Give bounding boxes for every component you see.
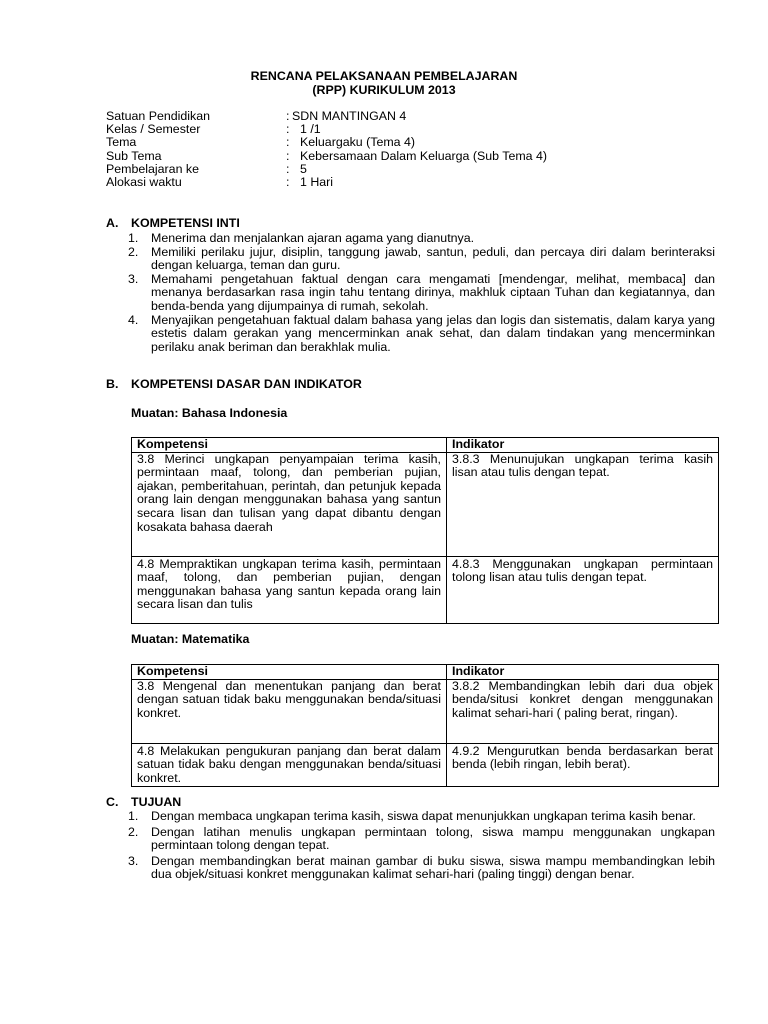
identity-value: SDN MANTINGAN 4 [292,109,407,123]
table-header-indikator: Indikator [447,438,719,453]
list-text: Memahami pengetahuan faktual dengan cara mengamati [mendengar, melihat, membaca] dan menanya berdasarkan rasa ingin tahu tentang dirinya, makhluk ciptaan Tuhan dan kegiatannya, dan benda-benda yang dijumpainya di rumah, sekolah. [151,271,715,313]
identity-value: 1 Hari [300,174,334,189]
kompetensi-inti-list [128,232,715,354]
list-number: 2. [128,244,139,259]
identity-value: 5 [300,161,307,176]
list-number: 4. [128,312,139,327]
table-cell-kompetensi: 3.8 Mengenal dan menentukan panjang dan berat dengan satuan tidak baku menggunakan benda/situasi konkret. [132,679,447,743]
bahasa-indonesia-table [131,437,719,624]
table-cell-indikator: 4.9.2 Mengurutkan benda berdasarkan berat benda (lebih ringan, lebih berat). [447,743,719,786]
section-a-heading [106,217,240,231]
identity-label: Satuan Pendidikan [106,109,211,123]
list-text: Menerima dan menjalankan ajaran agama yang dianutnya. [151,231,475,245]
identity-value: Kebersamaan Dalam Keluarga (Sub Tema 4) [300,148,548,163]
list-text: Dengan membaca ungkapan terima kasih, siswa dapat menunjukkan ungkapan terima kasih benar. [151,809,696,823]
section-letter: C. [106,795,119,809]
matematika-table [131,664,719,787]
table-cell-kompetensi: 4.8 Mempraktikan ungkapan terima kasih, permintaan maaf, tolong, dan pemberian pujian, dengan menggunakan bahasa yang santun kepada orang lain secara lisan dan tulis [132,556,447,623]
list-item [128,273,715,314]
identity-colon: : [286,161,290,176]
list-item [128,855,715,882]
table-header-indikator: Indikator [447,665,719,680]
identity-colon: : [286,148,290,163]
table-cell-kompetensi: 3.8 Merinci ungkapan penyampaian terima kasih, permintaan maaf, tolong, dan pemberian pujian, ajakan, pemberitahuan, perintah, dan petunjuk kepada orang lain dengan menggunakan bahasa yang santun secara lisan dan tulisan yang dapat dibantu dengan kosakata bahasa daerah [132,452,447,556]
list-item [128,232,715,246]
table-cell-indikator: 3.8.3 Menunujukan ungkapan terima kasih lisan atau tulis dengan tepat. [447,452,719,556]
table-header-row [132,665,719,680]
list-item [128,314,715,355]
table-cell-kompetensi: 4.8 Melakukan pengukuran panjang dan berat dalam satuan tidak baku dengan menggunakan benda/situasi konkret. [132,743,447,786]
identity-value: 1 /1 [300,122,321,137]
list-item [128,246,715,273]
identity-label: Sub Tema [106,148,162,163]
identity-label: Tema [106,135,137,150]
section-c-heading [106,796,181,810]
table-row [132,556,719,623]
section-letter: B. [106,377,119,391]
identity-colon: : [286,135,290,150]
section-title: TUJUAN [131,795,182,809]
list-number: 1. [128,231,139,245]
section-letter: A. [106,216,119,230]
table-cell-indikator: 4.8.3 Menggunakan ungkapan permintaan tolong lisan atau tulis dengan tepat. [447,556,719,623]
tujuan-list [128,810,715,882]
list-text: Dengan membandingkan berat mainan gambar di buku siswa, siswa mampu membandingkan lebih dua objek/situasi konkret menggunakan kalimat sehari-hari (paling tinggi) dengan benar. [151,853,715,882]
table-cell-indikator: 3.8.2 Membandingkan lebih dari dua objek benda/situsi konkret dengan menggunakan kalimat sehari-hari ( paling berat, ringan). [447,679,719,743]
identity-label: Alokasi waktu [106,174,182,189]
table-row [132,743,719,786]
identity-label: Kelas / Semester [106,122,201,137]
section-title: KOMPETENSI INTI [131,216,240,230]
section-b-heading [106,378,362,392]
list-number: 3. [128,271,139,286]
muatan-matematika-title: Muatan: Matematika [131,632,250,646]
identity-label: Pembelajaran ke [106,161,199,176]
section-title: KOMPETENSI DASAR DAN INDIKATOR [131,377,362,391]
list-number: 3. [128,853,139,868]
list-text: Memiliki perilaku jujur, disiplin, tanggung jawab, santun, peduli, dan percaya diri dalam berinteraksi dengan keluarga, teman dan guru. [151,244,715,273]
list-text: Menyajikan pengetahuan faktual dalam bahasa yang jelas dan logis dan sistematis, dalam karya yang estetis dalam gerakan yang mencerminkan anak sehat, dan dalam tindakan yang mencerminkan perilaku anak beriman dan berakhlak mulia. [151,312,715,354]
list-number: 1. [128,809,139,823]
table-row [132,452,719,556]
table-header-kompetensi: Kompetensi [132,665,447,680]
identity-colon: : [286,174,290,189]
identity-value: Keluargaku (Tema 4) [300,135,416,150]
document-title-line2: (RPP) KURIKULUM 2013 [312,83,456,97]
list-item [128,810,715,824]
document-title-line1: RENCANA PELAKSANAAN PEMBELAJARAN [250,69,518,83]
muatan-bahasa-indonesia-title: Muatan: Bahasa Indonesia [131,406,288,420]
list-number: 2. [128,824,139,839]
list-text: Dengan latihan menulis ungkapan permintaan tolong, siswa mampu menggunakan ungkapan permintaan tolong dengan tepat. [151,824,715,853]
list-item [128,826,715,853]
table-header-kompetensi: Kompetensi [132,438,447,453]
table-row [132,679,719,743]
identity-colon: : [286,109,290,123]
identity-colon: : [286,122,290,137]
table-header-row [132,438,719,453]
